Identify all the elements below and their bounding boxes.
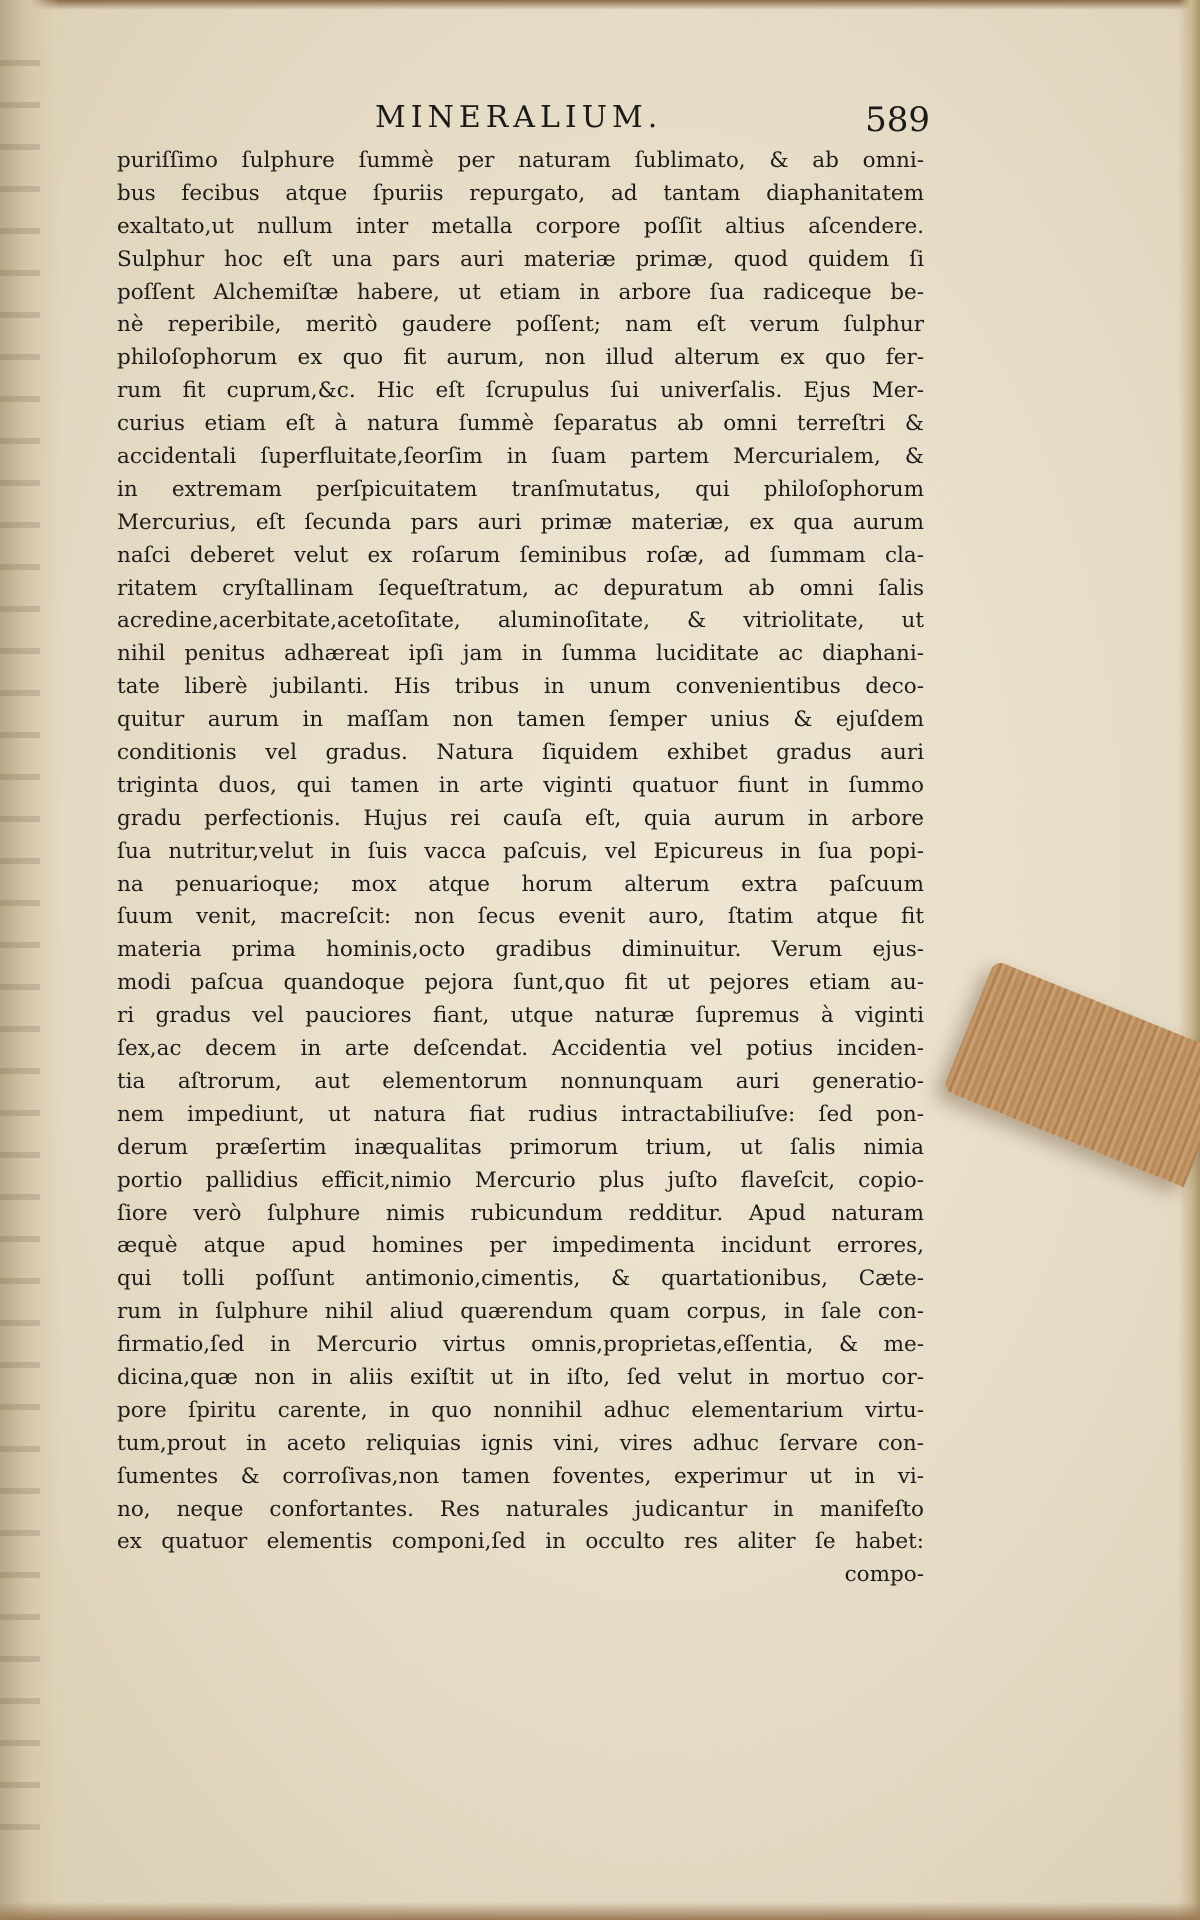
text-line: derum præſertim inæqualitas primorum trium, ut ſalis nimia [117,1134,924,1160]
text-line: modi paſcua quandoque pejora ſunt,quo fit ut pejores etiam au- [117,970,924,996]
text-line: ſua nutritur,velut in ſuis vacca paſcuis, vel Epicureus in ſua popi- [117,838,924,864]
text-line: pore ſpiritu carente, in quo nonnihil adhuc elementarium virtu- [117,1397,924,1423]
text-line: nem impediunt, ut natura fiat rudius intractabiliuſve: ſed pon- [117,1101,924,1127]
text-line: bus fecibus atque ſpuriis repurgato, ad tantam diaphanitatem [117,180,924,206]
bookmark-ribbon [943,960,1200,1187]
text-line: Sulphur hoc eſt una pars auri materiæ primæ, quod quidem ſi [117,246,924,272]
running-head: MINERALIUM. [375,100,663,135]
right-page-edge [1178,0,1200,1920]
text-line: exaltato,ut nullum inter metalla corpore poſſit altius aſcendere. [117,213,924,239]
text-line: Mercurius, eſt ſecunda pars auri primæ materiæ, ex qua aurum [117,509,924,535]
text-line: triginta duos, qui tamen in arte viginti quatuor fiunt in ſummo [117,772,924,798]
text-line: qui tolli poſſunt antimonio,cimentis, & quartationibus, Cæte- [117,1266,924,1292]
text-line: ſumentes & corroſivas,non tamen foventes, experimur ut in vi- [117,1463,924,1489]
page-header [130,100,930,140]
body-text [117,145,924,1592]
text-line: na penuarioque; mox atque horum alterum extra paſcuum [117,871,924,897]
text-line: no, neque confortantes. Res naturales judicantur in manifeſto [117,1496,924,1522]
text-line: accidentali ſuperfluitate,ſeorſim in ſuam partem Mercurialem, & [117,444,924,470]
bleed-through-marks [0,60,40,1860]
bottom-page-edge [0,1902,1200,1920]
text-line: poſſent Alchemiſtæ habere, ut etiam in arbore ſua radiceque be- [117,279,924,305]
text-line: curius etiam eſt à natura ſummè ſeparatus ab omni terreſtri & [117,411,924,437]
text-line: ri gradus vel pauciores fiant, utque naturæ ſupremus à viginti [117,1003,924,1029]
text-line: ex quatuor elementis componi,ſed in occulto res aliter ſe habet: [117,1529,924,1555]
page-number: 589 [865,100,930,140]
text-line: ſex,ac decem in arte deſcendat. Accidentia vel potius inciden- [117,1036,924,1062]
text-line: quitur aurum in maſſam non tamen ſemper unius & ejuſdem [117,707,924,733]
text-line: naſci deberet velut ex roſarum ſeminibus roſæ, ad ſummam cla- [117,542,924,568]
text-line: acredine,acerbitate,acetoſitate, aluminoſitate, & vitriolitate, ut [117,608,924,634]
text-line: ritatem cryſtallinam ſequeſtratum, ac depuratum ab omni ſalis [117,575,924,601]
text-line: dicina,quæ non in aliis exiſtit ut in iſto, ſed velut in mortuo cor- [117,1364,924,1390]
text-line: firmatio,ſed in Mercurio virtus omnis,proprietas,eſſentia, & me- [117,1332,924,1358]
text-line: conditionis vel gradus. Natura ſiquidem exhibet gradus auri [117,740,924,766]
catchword: compo- [844,1562,924,1588]
text-line: portio pallidius efficit,nimio Mercurio plus juſto flaveſcit, copio- [117,1167,924,1193]
text-line: nihil penitus adhæreat ipſi jam in ſumma luciditate ac diaphani- [117,641,924,667]
text-line: puriſſimo ſulphure ſummè per naturam ſublimato, & ab omni- [117,148,924,173]
text-line: rum in ſulphure nihil aliud quærendum quam corpus, in ſale con- [117,1299,924,1325]
text-line: rum fit cuprum,&c. Hic eſt ſcrupulus ſui univerſalis. Ejus Mer- [117,378,924,404]
text-line: materia prima hominis,octo gradibus diminuitur. Verum ejus- [117,937,924,963]
top-page-edge [0,0,1200,10]
text-line: æquè atque apud homines per impedimenta incidunt errores, [117,1233,924,1259]
text-line: in extremam perſpicuitatem tranſmutatus, qui philoſophorum [117,476,924,502]
text-line: tum,prout in aceto reliquias ignis vini, vires adhuc ſervare con- [117,1430,924,1456]
text-line: nè reperibile, meritò gaudere poſſent; nam eſt verum ſulphur [117,312,924,338]
text-line: ſiore verò ſulphure nimis rubicundum redditur. Apud naturam [117,1200,924,1226]
text-line: ſuum venit, macreſcit: non ſecus evenit auro, ſtatim atque fit [117,904,924,930]
text-line: gradu perfectionis. Hujus rei cauſa eſt, quia aurum in arbore [117,805,924,831]
text-line: philoſophorum ex quo fit aurum, non illud alterum ex quo fer- [117,345,924,371]
text-line: tate liberè jubilanti. His tribus in unum convenientibus deco- [117,674,924,700]
text-line: tia aſtrorum, aut elementorum nonnunquam auri generatio- [117,1068,924,1094]
